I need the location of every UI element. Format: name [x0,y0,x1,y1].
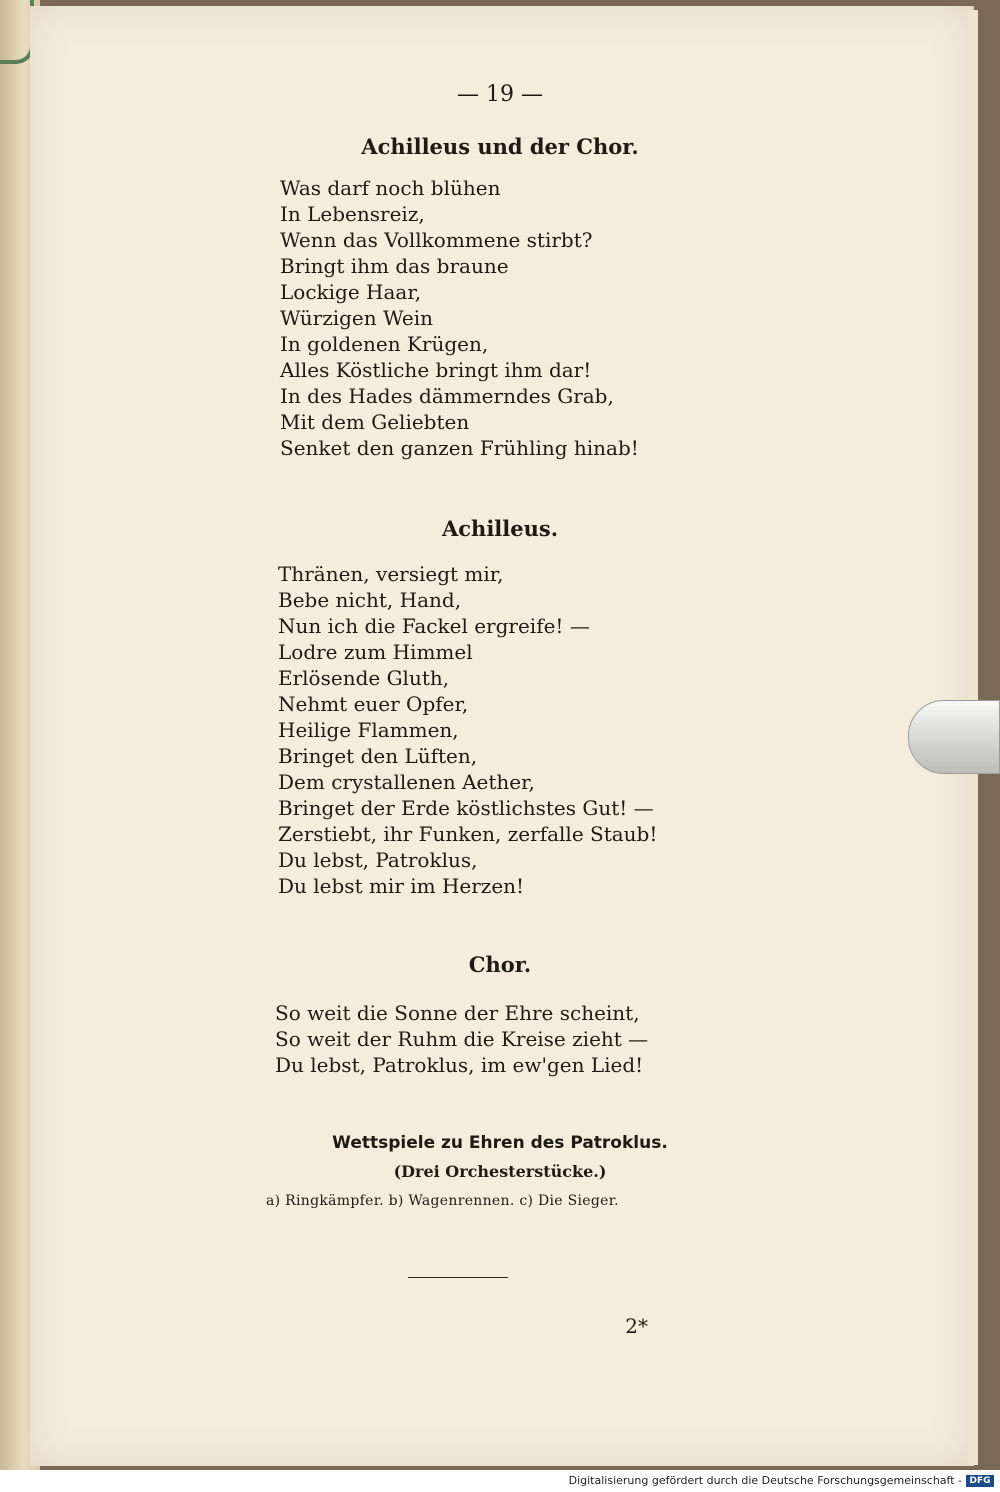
verse-line: Bringet der Erde köstlichstes Gut! — [278,796,654,820]
footer-credit: Digitalisierung gefördert durch die Deutsche Forschungsgemeinschaft - [568,1474,962,1487]
pieces-list: a) Ringkämpfer. b) Wagenrennen. c) Die Sieger. [266,1193,619,1209]
verse-line: Würzigen Wein [280,306,434,330]
verse-block-2 [278,561,657,899]
verse-line: Lockige Haar, [280,280,422,304]
verse-line: Wenn das Vollkommene stirbt? [280,228,593,252]
verse-line: Nun ich die Fackel ergreife! — [278,614,590,638]
orchestral-pieces-note: (Drei Orchesterstücke.) [393,1162,607,1181]
section-heading-achilleus: Achilleus. [441,516,559,541]
page-number: — 19 — [457,82,543,107]
verse-line: So weit der Ruhm die Kreise zieht — [275,1027,649,1051]
binder-ring [0,0,34,64]
verse-line: In goldenen Krügen, [280,332,489,356]
section-heading-wettspiele: Wettspiele zu Ehren des Patroklus. [332,1133,668,1153]
verse-line: Zerstiebt, ihr Funken, zerfalle Staub! [278,822,658,846]
verse-line: Du lebst, Patroklus, im ew'gen Lied! [275,1053,644,1077]
signature-mark: 2* [625,1314,648,1338]
verse-line: Mit dem Geliebten [280,410,470,434]
verse-block-1 [280,175,639,461]
verse-line: Nehmt euer Opfer, [278,692,469,716]
verse-line: So weit die Sonne der Ehre scheint, [275,1001,640,1025]
verse-line: Bringt ihm das braune [280,254,509,278]
section-heading-chor: Chor. [468,952,532,977]
book-page [30,6,974,1466]
verse-line: Du lebst mir im Herzen! [278,874,525,898]
verse-line: In Lebensreiz, [280,202,425,226]
verse-line: Du lebst, Patroklus, [278,848,478,872]
verse-line: Heilige Flammen, [278,718,459,742]
verse-line: Thränen, versiegt mir, [278,562,504,586]
page-clip [908,700,1000,774]
verse-line: Erlösende Gluth, [278,666,450,690]
verse-line: Bringet den Lüften, [278,744,478,768]
end-rule [408,1277,508,1278]
dfg-logo: DFG [966,1475,994,1487]
verse-line: Bebe nicht, Hand, [278,588,462,612]
section-heading-achilleus-und-der-chor: Achilleus und der Chor. [361,134,639,159]
verse-line: Alles Köstliche bringt ihm dar! [280,358,592,382]
verse-block-3 [275,1000,648,1078]
verse-line: In des Hades dämmerndes Grab, [280,384,614,408]
verse-line: Was darf noch blühen [280,176,501,200]
verse-line: Lodre zum Himmel [278,640,473,664]
verse-line: Dem crystallenen Aether, [278,770,535,794]
verse-line: Senket den ganzen Frühling hinab! [280,436,639,460]
